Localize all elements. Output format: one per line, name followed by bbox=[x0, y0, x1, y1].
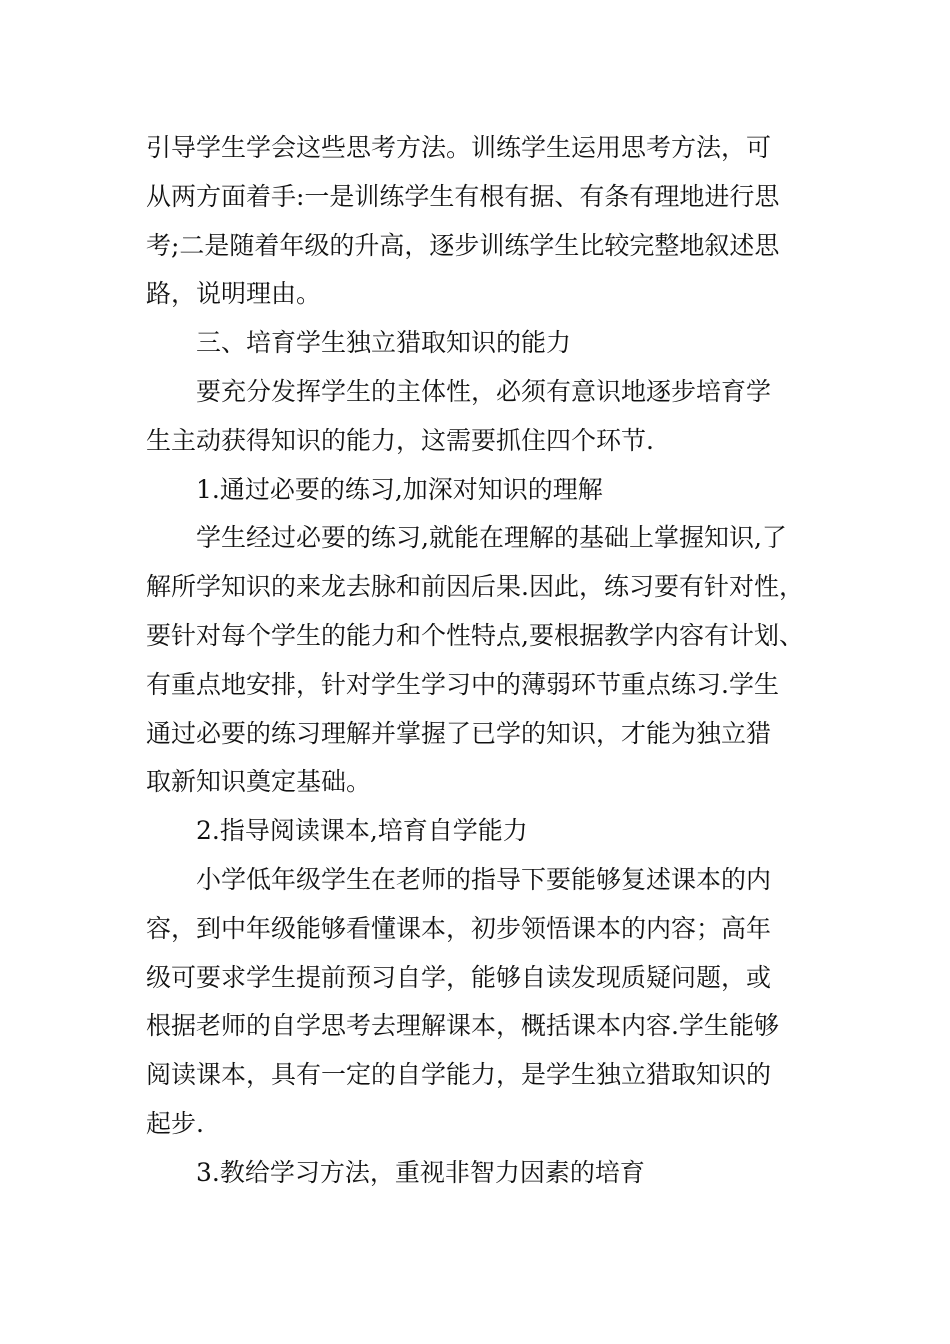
text-line: 根据老师的自学思考去理解课本，概括课本内容.学生能够 bbox=[146, 1011, 779, 1041]
text-line: 阅读课本，具有一定的自学能力，是学生独立猎取知识的 bbox=[146, 1060, 772, 1090]
text-line: 路，说明理由。 bbox=[146, 279, 322, 309]
text-line: 考;二是随着年级的升高，逐步训练学生比较完整地叙述思 bbox=[146, 230, 780, 260]
subsection-heading: 3.教给学习方法，重视非智力因素的培育 bbox=[196, 1157, 645, 1187]
subsection-heading: 2.指导阅读课本,培育自学能力 bbox=[196, 816, 528, 846]
text-line: 学生经过必要的练习,就能在理解的基础上掌握知识,了 bbox=[196, 523, 787, 553]
text-line: 要充分发挥学生的主体性，必须有意识地逐步培育学 bbox=[196, 376, 772, 406]
text-line: 有重点地安排，针对学生学习中的薄弱环节重点练习.学生 bbox=[146, 669, 779, 699]
text-line: 级可要求学生提前预习自学，能够自读发现质疑问题，或 bbox=[146, 962, 772, 992]
text-line: 解所学知识的来龙去脉和前因后果.因此，练习要有针对性， bbox=[146, 572, 804, 602]
text-line: 起步. bbox=[146, 1108, 204, 1138]
text-line: 从两方面着手:一是训练学生有根有据、有条有理地进行思 bbox=[146, 181, 780, 211]
text-line: 容，到中年级能够看懂课本，初步领悟课本的内容；高年 bbox=[146, 913, 772, 943]
text-line: 取新知识奠定基础。 bbox=[146, 767, 372, 797]
subsection-heading: 1.通过必要的练习,加深对知识的理解 bbox=[196, 474, 603, 504]
text-line: 通过必要的练习理解并掌握了已学的知识，才能为独立猎 bbox=[146, 718, 772, 748]
document-body bbox=[146, 124, 806, 1198]
text-line: 生主动获得知识的能力，这需要抓住四个环节. bbox=[146, 425, 654, 455]
text-line: 引导学生学会这些思考方法。训练学生运用思考方法，可 bbox=[146, 133, 772, 162]
text-line: 要针对每个学生的能力和个性特点,要根据教学内容有计划、 bbox=[146, 620, 804, 650]
text-line: 小学低年级学生在老师的指导下要能够复述课本的内 bbox=[196, 864, 772, 894]
section-heading: 三、培育学生独立猎取知识的能力 bbox=[196, 328, 572, 358]
